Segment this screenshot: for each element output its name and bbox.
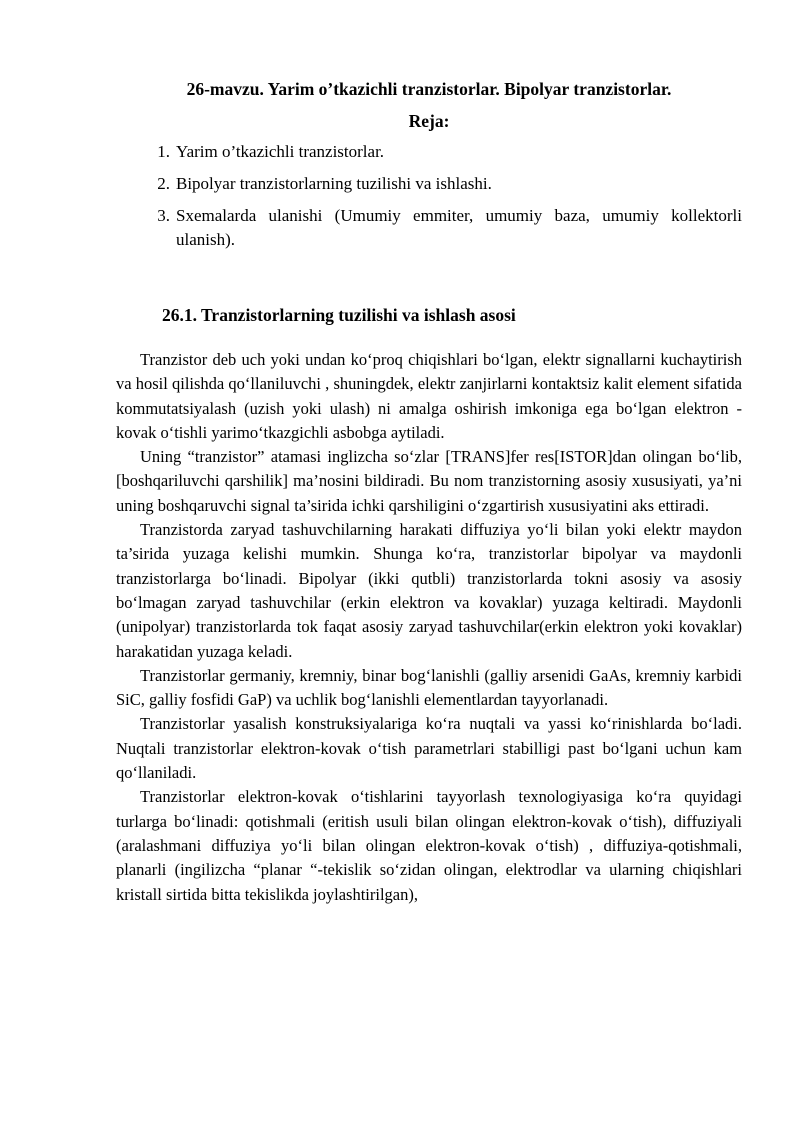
paragraph: Tranzistorda zaryad tashuvchilarning harakati diffuziya yo‘li bilan yoki elektr maydon ta’sirida yuzaga kelishi mumkin. Shunga ko‘ra, tranzistorlar bipolyar va maydonli tranzistorlarga bo‘linadi. Bipolyar (ikki qutbli) tranzistorlarda tokni asosiy va asosiy bo‘lmagan zaryad tashuvchilar (erkin elektron va kovaklar) yuzaga keltiradi. Maydonli (unipolyar) tranzistorlarda tok faqat asosiy zaryad tashuvchilar(erkin elektron yoki kovaklar) harakatidan yuzaga keladi.: [116, 520, 742, 661]
body-text: [116, 348, 742, 907]
plan-item: [116, 204, 742, 252]
section-title: 26.1. Tranzistorlarning tuzilishi va ishlash asosi: [162, 305, 516, 325]
plan-item: [116, 140, 742, 164]
paragraph: Tranzistorlar yasalish konstruksiyalariga ko‘ra nuqtali va yassi ko‘rinishlarda bo‘ladi. Nuqtali tranzistorlar elektron-kovak o‘tish parametrlari stabilligi past bo‘lgani uchun kam qo‘llaniladi.: [116, 714, 742, 783]
plan-item-text: Bipolyar tranzistorlarning tuzilishi va ishlashi.: [176, 174, 492, 193]
plan-heading: Reja:: [408, 111, 450, 131]
paragraph: Tranzistorlar germaniy, kremniy, binar bog‘lanishli (galliy arsenidi GaAs, kremniy karbidi SiC, galliy fosfidi GaP) va uchlik bog‘lanishli elementlardan tayyorlanadi.: [116, 665, 742, 710]
plan-item: [116, 172, 742, 196]
plan-item-text: Sxemalarda ulanishi (Umumiy emmiter, umumiy baza, umumiy kollektorli ulanish).: [176, 206, 742, 249]
plan-list: [116, 140, 742, 252]
paragraph: Tranzistorlar elektron-kovak o‘tishlarini tayyorlash texnologiyasiga ko‘ra quyidagi turlarga bo‘linadi: qotishmali (eritish usuli bilan olingan elektron-kovak o‘tish), diffuziyali (aralashmani diffuziya yo‘li bilan olingan elektron-kovak o‘tish) , diffuziya-qotishmali, planarli (ingilizcha “planar “-tekislik so‘zidan olingan, elektrodlar va ularning chiqishlari kristall sirtida bitta tekislikda joylashtirilgan),: [116, 787, 742, 904]
plan-item-number: 3.: [157, 206, 170, 225]
document-title: 26-mavzu. Yarim o’tkazichli tranzistorlar. Bipolyar tranzistorlar.: [186, 79, 672, 99]
plan-item-number: 2.: [157, 174, 170, 193]
document-page: [116, 70, 742, 907]
plan-item-number: 1.: [157, 142, 170, 161]
paragraph: Tranzistor deb uch yoki undan ko‘proq chiqishlari bo‘lgan, elektr signallarni kuchaytirish va hosil qilishda qo‘llaniluvchi , shuningdek, elektr zanjirlarni kontaktsiz kalit element sifatida kommutatsiyalash (uzish yoki ulash) ni amalga oshirish imkoniga ega bo‘lgan elektron - kovak o‘tishli yarimo‘tkazgichli asbobga aytiladi.: [116, 350, 742, 442]
plan-item-text: Yarim o’tkazichli tranzistorlar.: [176, 142, 385, 161]
paragraph: Uning “tranzistor” atamasi inglizcha so‘zlar [TRANS]fer res[ISTOR]dan olingan bo‘lib,[boshqariluvchi qarshilik] ma’nosini bildiradi. Bu nom tranzistorning asosiy xususiyati, ya’ni uning boshqaruvchi signal ta’sirida ichki qarshiligini o‘zgartirish xususiyatini aks ettiradi.: [116, 447, 742, 515]
